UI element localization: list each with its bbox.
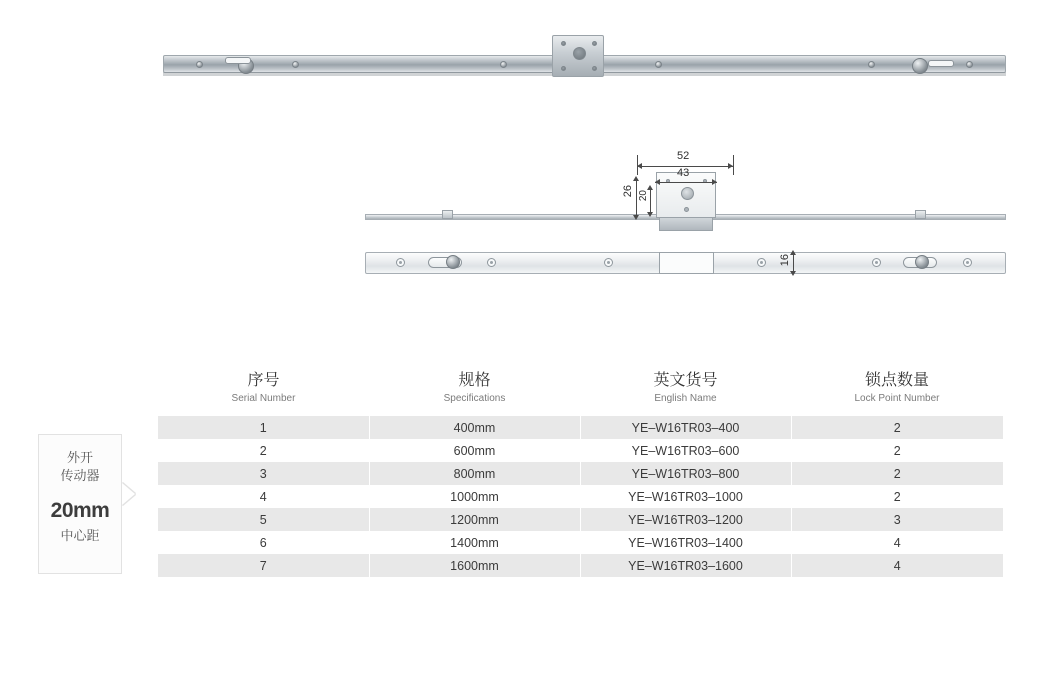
dim-52-ext-right	[733, 155, 734, 175]
screw-icon	[868, 61, 875, 68]
fixing-hole-icon	[684, 207, 689, 212]
lock-point-bracket-icon	[442, 210, 453, 219]
cell-spec: 1000mm	[369, 485, 580, 508]
gearbox-face-window	[659, 252, 714, 274]
dim-26-line	[636, 178, 637, 218]
card-line-2: 传动器	[60, 468, 100, 483]
fixing-hole-icon	[592, 66, 597, 71]
cell-name: YE–W16TR03–800	[580, 462, 791, 485]
screw-icon	[966, 61, 973, 68]
dim-52-ext-left	[637, 155, 638, 175]
column-header-specifications-en: Specifications	[443, 393, 506, 404]
cam-slot-icon	[225, 57, 251, 64]
dim-26-arrow-up	[633, 176, 639, 181]
column-header-english-name-cn: 英文货号	[653, 372, 718, 389]
fixing-hole-icon	[757, 258, 766, 267]
table-row	[158, 485, 1003, 508]
dim-43-arrow-right	[712, 179, 717, 185]
cell-lock-points: 4	[791, 531, 1003, 554]
card-center-distance: 20mm	[50, 499, 110, 522]
dim-16-label: 16	[779, 254, 791, 267]
cell-name: YE–W16TR03–1200	[580, 508, 791, 531]
cell-lock-points: 2	[791, 462, 1003, 485]
cam-slot-icon	[928, 60, 954, 67]
cell-name: YE–W16TR03–1000	[580, 485, 791, 508]
table-row	[158, 531, 1003, 554]
cell-name: YE–W16TR03–1400	[580, 531, 791, 554]
dim-26-label: 26	[622, 185, 634, 198]
cell-serial: 1	[158, 416, 369, 439]
spindle-hole-icon	[681, 187, 694, 200]
cell-serial: 6	[158, 531, 369, 554]
dim-20-arrow-down	[647, 212, 653, 217]
screw-icon	[196, 61, 203, 68]
column-header-english-name-en: English Name	[654, 393, 717, 404]
cell-serial: 7	[158, 554, 369, 577]
card-center-distance-label: 中心距	[60, 528, 100, 543]
dim-20-label: 20	[638, 190, 649, 202]
cell-spec: 600mm	[369, 439, 580, 462]
column-header-specifications	[369, 368, 580, 416]
cell-serial: 5	[158, 508, 369, 531]
cell-lock-points: 2	[791, 485, 1003, 508]
cell-name: YE–W16TR03–600	[580, 439, 791, 462]
fixing-hole-icon	[396, 258, 405, 267]
cell-spec: 800mm	[369, 462, 580, 485]
column-header-specifications-cn: 规格	[458, 372, 491, 389]
cell-serial: 2	[158, 439, 369, 462]
product-illustration-area	[0, 0, 1038, 340]
fixing-hole-icon	[872, 258, 881, 267]
cell-spec: 1200mm	[369, 508, 580, 531]
dim-20-line	[650, 187, 651, 215]
cell-lock-points: 2	[791, 439, 1003, 462]
specification-table	[158, 368, 1003, 577]
screw-icon	[655, 61, 662, 68]
dim-16-arrow-down	[790, 271, 796, 276]
fixing-hole-icon	[561, 41, 566, 46]
spindle-hole-icon	[573, 47, 586, 60]
fixing-hole-icon	[561, 66, 566, 71]
fixing-hole-icon	[592, 41, 597, 46]
fixing-hole-icon	[963, 258, 972, 267]
cell-lock-points: 3	[791, 508, 1003, 531]
dim-43-line	[655, 182, 717, 183]
cell-name: YE–W16TR03–400	[580, 416, 791, 439]
lock-point-cam-icon	[912, 58, 928, 74]
cell-spec: 1400mm	[369, 531, 580, 554]
table-row	[158, 439, 1003, 462]
table-header-row	[158, 368, 1003, 416]
table-row	[158, 416, 1003, 439]
table-row	[158, 554, 1003, 577]
screw-icon	[500, 61, 507, 68]
column-header-lock-point-number-en: Lock Point Number	[854, 393, 940, 404]
cell-lock-points: 4	[791, 554, 1003, 577]
fixing-hole-icon	[487, 258, 496, 267]
column-header-serial-number-cn: 序号	[247, 372, 280, 389]
dim-43-arrow-left	[655, 179, 660, 185]
column-header-serial-number-en: Serial Number	[231, 393, 296, 404]
lock-point-cam-icon	[915, 255, 929, 269]
column-header-lock-point-number	[791, 368, 1003, 416]
card-pointer-arrow	[122, 483, 135, 505]
table-row	[158, 462, 1003, 485]
lock-point-bracket-icon	[915, 210, 926, 219]
cell-spec: 400mm	[369, 416, 580, 439]
specification-table-wrapper	[158, 368, 1003, 577]
dim-43-label: 43	[677, 167, 690, 179]
column-header-serial-number	[158, 368, 369, 416]
dim-26-arrow-down	[633, 215, 639, 220]
screw-icon	[292, 61, 299, 68]
lock-point-cam-icon	[446, 255, 460, 269]
cell-serial: 3	[158, 462, 369, 485]
cell-spec: 1600mm	[369, 554, 580, 577]
fixing-hole-icon	[604, 258, 613, 267]
gearbox-perspective	[552, 35, 604, 77]
column-header-lock-point-number-cn: 锁点数量	[864, 372, 929, 389]
product-category-card	[38, 434, 122, 574]
cell-serial: 4	[158, 485, 369, 508]
cell-lock-points: 2	[791, 416, 1003, 439]
dim-52-label: 52	[677, 150, 690, 162]
cell-name: YE–W16TR03–1600	[580, 554, 791, 577]
table-row	[158, 508, 1003, 531]
card-line-1: 外开	[66, 450, 93, 465]
column-header-english-name	[580, 368, 791, 416]
